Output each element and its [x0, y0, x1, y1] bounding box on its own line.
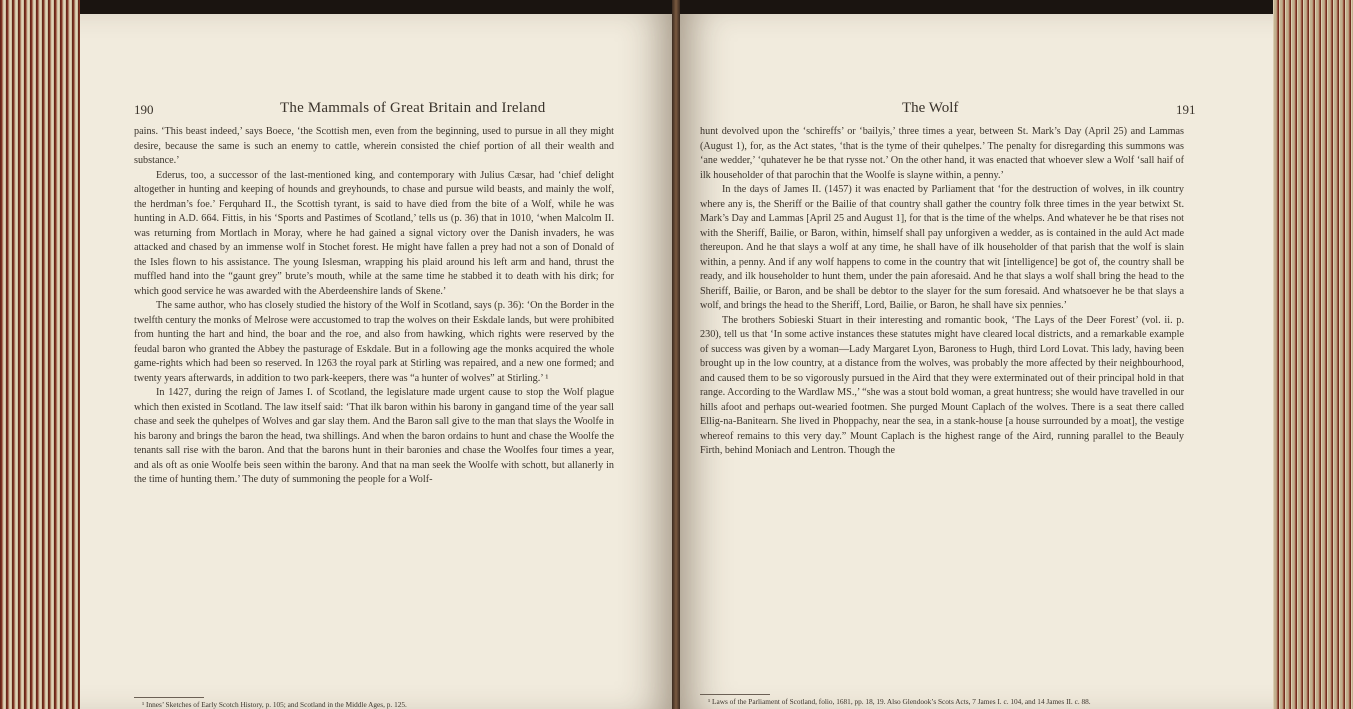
page-edges-right — [1273, 0, 1353, 709]
right-page — [680, 14, 1273, 709]
paragraph: hunt devolved upon the ‘schireffs’ or ‘bailyis,’ three times a year, between St. Mark’s Day (April 25) and Lammas (August 1), for, as the Act states, ‘that is the tyme of their quhelpes.’ The penalty for disregarding this summons was ‘ane wedder,’ ‘quhatever he be that rysse not.’ On the other hand, it was enacted that whoever slew a Wolf ‘sall haif of ilk householder of that parochin that the Woolfe is slayne within, a penny.’ — [700, 126, 1184, 181]
footnote-rule — [134, 697, 204, 698]
running-title: The Mammals of Great Britain and Ireland — [280, 100, 546, 116]
book-gutter — [672, 0, 680, 709]
paragraph: In the days of James II. (1457) it was enacted by Parliament that ‘for the destruction of wolves, in ilk country where any is, the Sheriff or the Bailie of that country shall gather the country folk three times in the year betwixt St. Mark’s Day and Lammas [April 25 and August 1], for that is the time of the whelps. And whatever he be that rises not with the Sheriff, Bailie, or Baron, within, himself shall pay unforgiven a wedder, as is contained in the auld Act made thereupon. And he that slays a wolf at any time, he shall have of ilk householder of that parish that the wolf is slain within, a penny. And if any wolf happens to come in the country that wit [intelligence] be got of, the country shall be ready, and ilk householder to hunt them, under the pain aforesaid. And he that slays a wolf shall bring the head to the Sheriff, Bailie, or Baron, and be shall be debtor to the slayer for the sum foresaid. And whatsoever he be that slays a wolf, and brings the head to the Sheriff, Lord, Bailie, or Baron, he shall have six pennies.’ — [700, 184, 1184, 311]
page-edges-left — [0, 0, 80, 709]
paragraph: In 1427, during the reign of James I. of Scotland, the legislature made urgent cause to stop the Wolf plague which then existed in Scotland. The law itself said: ‘That ilk baron within his barony in gangand time of the year sall chase and seek the quhelpes of Wolves and gar slay them. And the Baron sall give to the man that slays the Woolfe in his barony and brings the baron the head, twa shillings. And when the baron ordains to hunt and chase the Woolfe the tenants sall rise with the baron. And that the barons hunt in their baronies and chase the Woolfes four times a year, and als oft as onie Woolfe beis seen within the barony. And that na man seek the Woolfe with schott, but allanerly in the time of hunting them.’ The duty of summoning the people for a Wolf- — [134, 387, 614, 485]
page-number: 190 — [134, 102, 154, 117]
paragraph: pains. ‘This beast indeed,’ says Boece, ‘the Scottish men, even from the beginning, used to pursue in all they might desire, because the same is such an enemy to cattle, wherein consisted the chief portion of all their wealth and substance.’ — [134, 126, 614, 166]
left-page — [80, 14, 672, 709]
body-text — [134, 125, 614, 488]
footnote: ¹ Innes’ Sketches of Early Scotch History, p. 105; and Scotland in the Middle Ages, p. 125. — [142, 700, 407, 709]
paragraph: Ederus, too, a successor of the last-mentioned king, and contemporary with Julius Cæsar, had ‘chief delight altogether in hunting and keeping of hounds and greyhounds, to chase and pursue wild beasts, and mainly the wolf, the herdman’s foe.’ Ferquhard II., the Scottish tyrant, is said to have died from the bite of a Wolf, while he was hunting in A.D. 664. Fittis, in his ‘Sports and Pastimes of Scotland,’ tells us (p. 36) that in 1010, ‘when Malcolm II. was returning from Mortlach in Moray, where he had gained a signal victory over the Danish invaders, he was attacked and chased by an immense wolf in Stochet forest. He might have fallen a prey had not a son of Donald of the Isles flown to his assistance. The young Islesman, wrapping his plaid around his left arm and hand, thrust the muffled hand into the “gaunt grey” brute’s mouth, while at the same time he stabbed it to death with his dirk; for which good service he was awarded with the Aberdeenshire lands of Skene.’ — [134, 169, 614, 297]
body-text — [700, 125, 1184, 459]
paragraph: The same author, who has closely studied the history of the Wolf in Scotland, says (p. 36): ‘On the Border in the twelfth century the monks of Melrose were accustomed to trap the wolves on their Eskdale lands, but were prohibited from hunting the hart and hind, the boar and the roe, and also from hawking, which rights were reserved by the feudal baron who granted the Abbey the pasturage of Eskdale. But in a following age the monks acquired the whole game-rights which had been so reserved. In 1263 the royal park at Stirling was repaired, and a new one formed; and twenty years afterwards, in addition to two park-keepers, there was “a hunter of wolves” at Stirling.’ ¹ — [134, 300, 614, 384]
running-title: The Wolf — [902, 100, 959, 116]
paragraph: The brothers Sobieski Stuart in their interesting and romantic book, ‘The Lays of the Deer Forest’ (vol. ii. p. 230), tell us that ‘In some active instances these statutes might have cleared local districts, and a remarkable example of success was given by a woman—Lady Margaret Lyon, Baroness to Hugh, third Lord Lovat. This lady, having been brought up in the low country, at a distance from the wolves, was probably the more affected by their neighbourhood, and caused them to be so vigorously pursued in the Aird that they were exterminated out of their principal hold in that range. According to the Wardlaw MS.,’ “she was a stout bold woman, a great huntress; she would have travelled in our hills afoot and perhaps out-wearied footmen. She purged Mount Caplach of the wolves. There is a seat there called Ellig-na-Banitearn. She lived in Phoppachy, near the sea, in a stank-house [a house surrounded by a moat], the vestige whereof remains to this very day.” Mount Caplach is the highest range of the Aird, running parallel to the Beauly Firth, behind Moniach and Lentron. Though the — [700, 314, 1184, 456]
footnote-rule — [700, 694, 770, 695]
footnote: ¹ Laws of the Parliament of Scotland, folio, 1681, pp. 18, 19. Also Glendook’s Scots Acts, 7 James I. c. 104, and 14 James II. c. 88. — [708, 697, 1091, 706]
page-number: 191 — [1176, 102, 1196, 117]
